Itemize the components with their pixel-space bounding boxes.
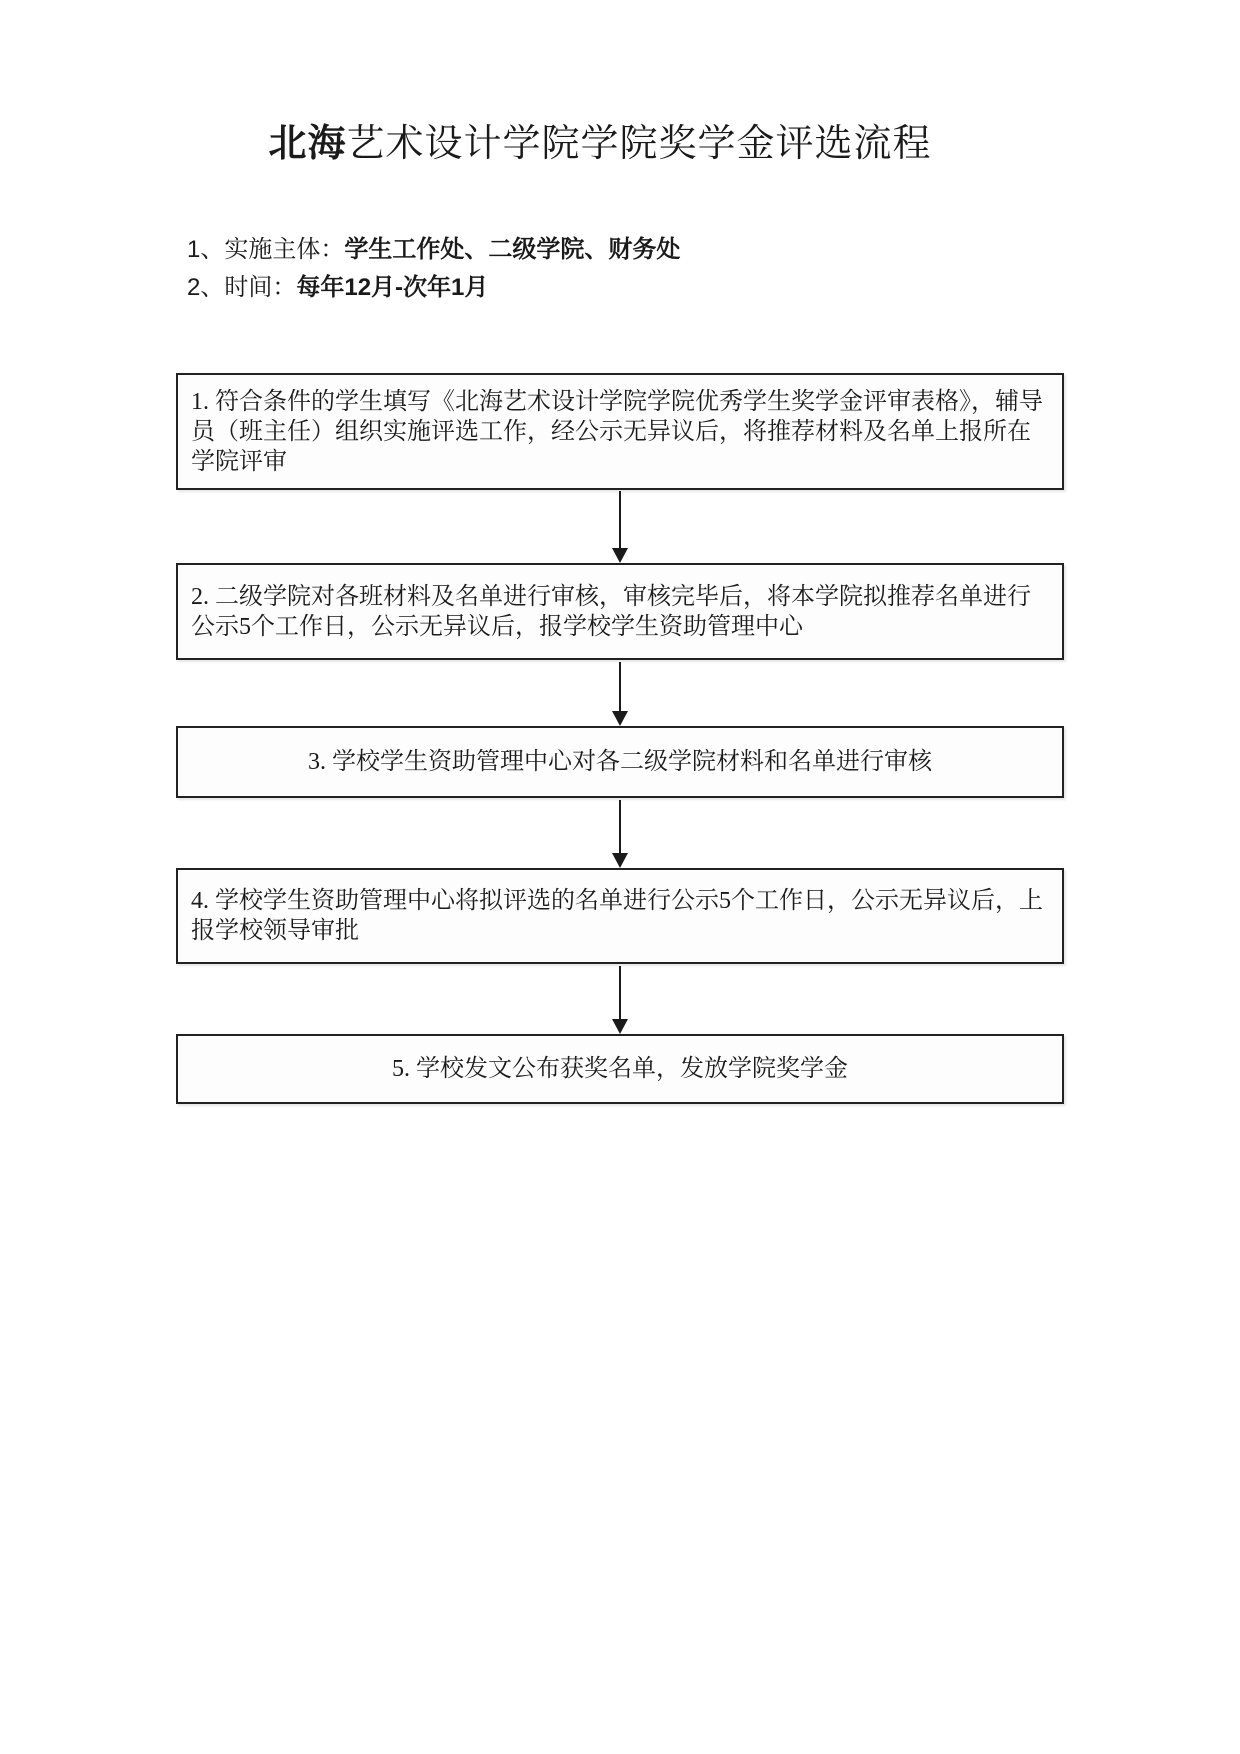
meta-time-label: 2、时间： (187, 274, 297, 301)
flow-step-4 (176, 868, 1064, 964)
flow-step-4-text: 4. 学校学生资助管理中心将拟评选的名单进行公示5个工作日，公示无异议后，上报学校领导审批 (191, 888, 1043, 944)
flow-arrow-3 (612, 800, 628, 868)
page-title (0, 112, 1200, 167)
flow-step-2-text: 2. 二级学院对各班材料及名单进行审核，审核完毕后，将本学院拟推荐名单进行公示5个工作日，公示无异议后，报学校学生资助管理中心 (191, 583, 1031, 640)
flow-arrow-4 (612, 966, 628, 1034)
arrow-down-icon (612, 1019, 628, 1034)
arrow-down-icon (612, 711, 628, 726)
flow-step-1-text: 1. 符合条件的学生填写《北海艺术设计学院学院优秀学生奖学金评审表格》，辅导员（班主任）组织实施评选工作，经公示无异议后，将推荐材料及名单上报所在学院评审 (191, 388, 1043, 475)
arrow-down-icon (612, 853, 628, 868)
arrow-line (619, 966, 621, 1019)
meta-list (187, 231, 680, 307)
arrow-line (619, 491, 621, 548)
meta-subject-value: 学生工作处、二级学院、财务处 (344, 236, 681, 263)
page-title-rest: 艺术设计学院学院奖学金评选流程 (346, 123, 932, 165)
flow-arrow-1 (612, 491, 628, 563)
page-title-bold-part: 北海 (268, 123, 347, 165)
flow-step-3 (176, 726, 1064, 798)
meta-item-time (187, 269, 680, 307)
flow-step-3-text: 3. 学校学生资助管理中心对各二级学院材料和名单进行审核 (308, 749, 932, 775)
flow-step-2 (176, 563, 1064, 660)
meta-item-subject (187, 231, 680, 269)
arrow-down-icon (612, 548, 628, 563)
arrow-line (619, 662, 621, 711)
meta-time-value: 每年12月-次年1月 (296, 274, 489, 301)
flow-arrow-2 (612, 662, 628, 726)
meta-subject-label: 1、实施主体： (187, 236, 345, 263)
arrow-line (619, 800, 621, 853)
flow-step-5-text: 5. 学校发文公布获奖名单，发放学院奖学金 (392, 1056, 848, 1082)
flow-step-1 (176, 373, 1064, 490)
flow-step-5 (176, 1034, 1064, 1104)
